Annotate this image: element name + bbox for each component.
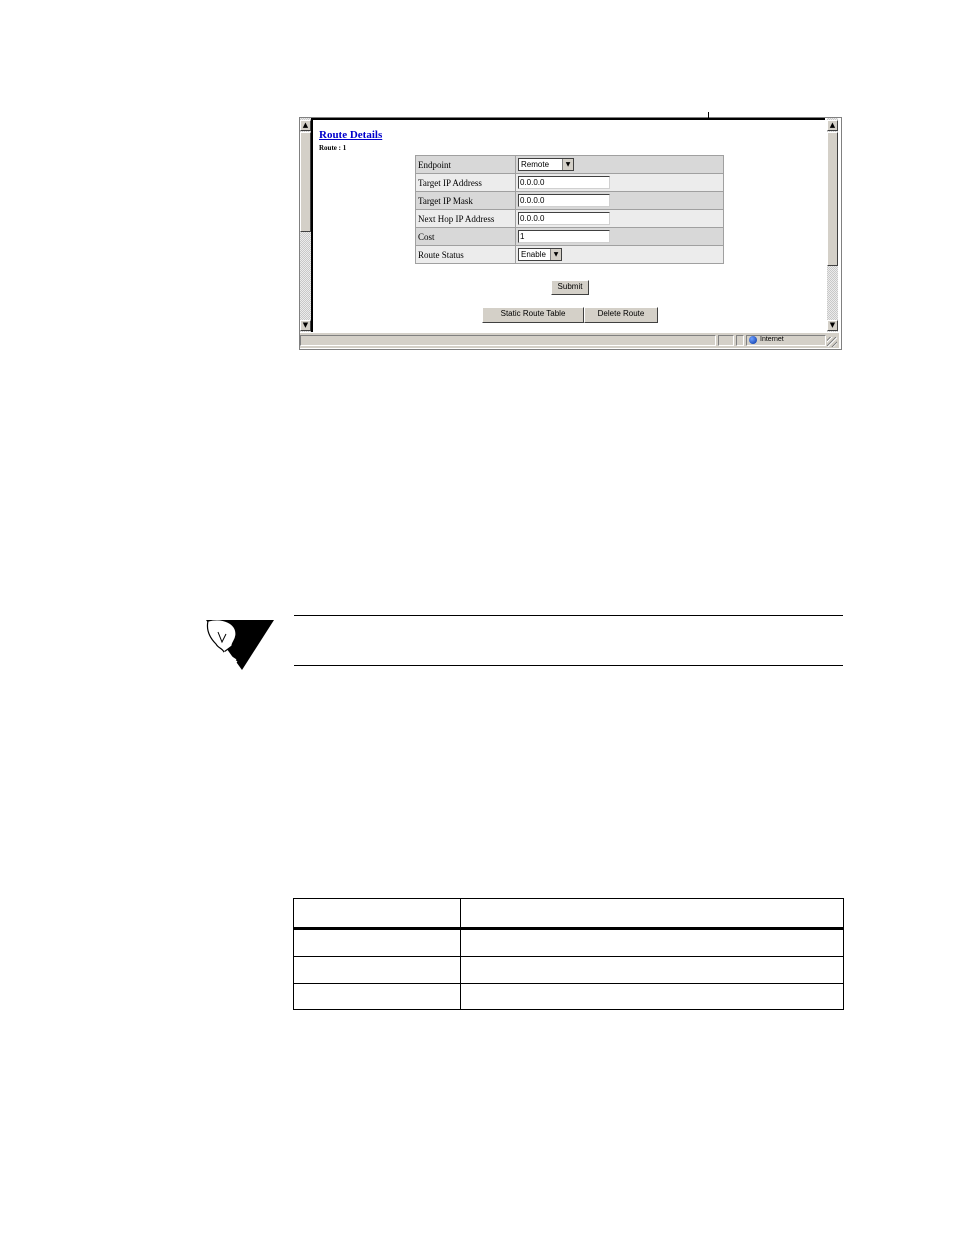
- scroll-up-icon[interactable]: ▲: [300, 120, 311, 131]
- chevron-down-icon[interactable]: ▼: [562, 159, 573, 170]
- route-status-select[interactable]: [518, 248, 562, 261]
- scrollbar-thumb[interactable]: [300, 132, 311, 232]
- chevron-down-icon[interactable]: ▼: [550, 249, 561, 260]
- delete-route-button[interactable]: Delete Route: [584, 307, 658, 323]
- lightbulb-icon: [206, 620, 274, 670]
- scrollbar-thumb[interactable]: [827, 132, 838, 266]
- note-rule-bottom: [294, 665, 843, 666]
- target-ip-input[interactable]: 0.0.0.0: [518, 176, 610, 189]
- zone-cell: [746, 335, 826, 346]
- route-status-label: Route Status: [416, 246, 516, 264]
- frame-divider: [311, 118, 313, 332]
- status-bar: [300, 332, 839, 348]
- resize-grip-icon[interactable]: [827, 337, 837, 347]
- submit-button[interactable]: Submit: [551, 280, 589, 295]
- form-row-next-hop: [416, 210, 724, 228]
- status-text-cell: [300, 335, 716, 346]
- target-ip-label: Target IP Address: [416, 174, 516, 192]
- scroll-down-icon[interactable]: ▼: [827, 320, 838, 331]
- zone-label: Internet: [760, 336, 784, 343]
- cost-input[interactable]: 1: [518, 230, 610, 243]
- scroll-down-icon[interactable]: ▼: [300, 320, 311, 331]
- next-hop-label: Next Hop IP Address: [416, 210, 516, 228]
- form-row-cost: [416, 228, 724, 246]
- note-rule-top: [294, 615, 843, 616]
- target-mask-label: Target IP Mask: [416, 192, 516, 210]
- endpoint-value: Remote: [521, 160, 550, 169]
- form-row-target-mask: [416, 192, 724, 210]
- target-mask-input[interactable]: 0.0.0.0: [518, 194, 610, 207]
- endpoint-select[interactable]: [518, 158, 574, 171]
- route-status-value: Enable: [521, 250, 546, 259]
- cost-label: Cost: [416, 228, 516, 246]
- table-header-divider: [293, 927, 844, 930]
- table-row-divider: [293, 956, 844, 957]
- frame-border: [313, 118, 825, 120]
- route-number: Route : 1: [319, 144, 347, 152]
- form-row-endpoint: [416, 156, 724, 174]
- form-row-route-status: [416, 246, 724, 264]
- form-row-target-ip: [416, 174, 724, 192]
- status-cell: [718, 335, 734, 346]
- right-scrollbar[interactable]: [827, 118, 838, 332]
- route-form: [415, 155, 724, 264]
- next-hop-input[interactable]: 0.0.0.0: [518, 212, 610, 225]
- static-route-table-button[interactable]: Static Route Table: [482, 307, 584, 323]
- parameter-table: [293, 898, 844, 1010]
- left-scrollbar[interactable]: [300, 118, 311, 332]
- scroll-up-icon[interactable]: ▲: [827, 120, 838, 131]
- page-title[interactable]: Route Details: [319, 129, 383, 141]
- endpoint-label: Endpoint: [416, 156, 516, 174]
- globe-icon: [749, 336, 757, 344]
- table-row-divider: [293, 983, 844, 984]
- table-column-divider: [460, 898, 461, 1010]
- status-cell: [736, 335, 744, 346]
